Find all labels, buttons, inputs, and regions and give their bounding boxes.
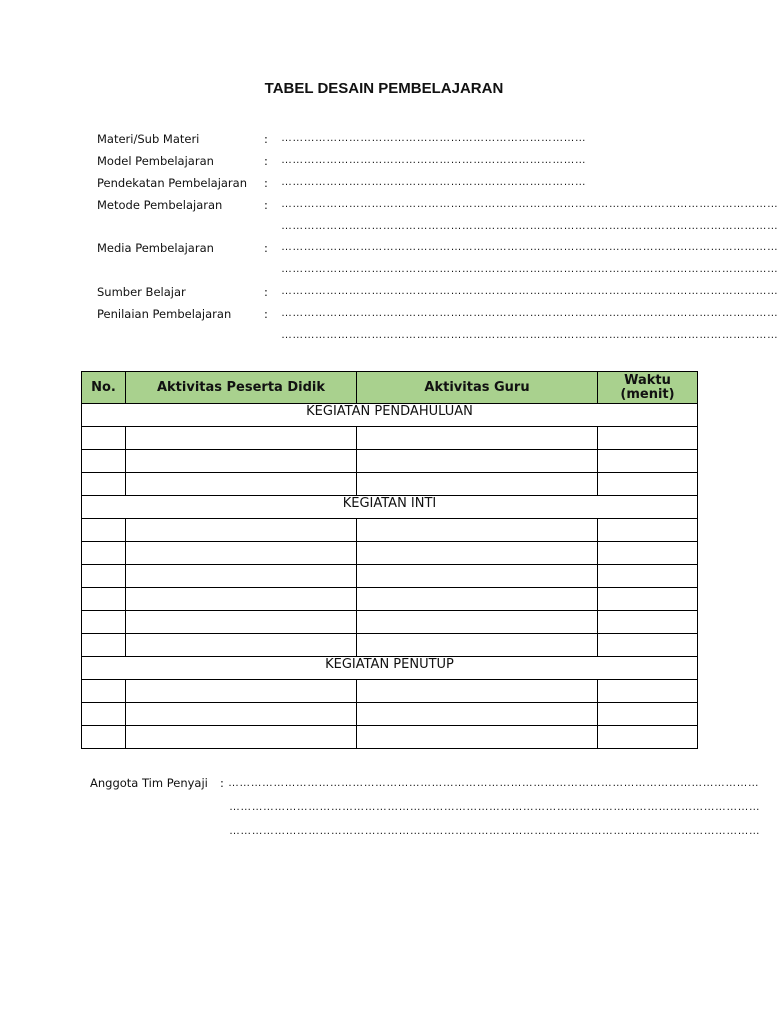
- cell-student-activity[interactable]: [126, 634, 357, 657]
- cell-student-activity[interactable]: [126, 726, 357, 749]
- cell-time[interactable]: [598, 542, 698, 565]
- cell-time[interactable]: [598, 588, 698, 611]
- table-row: [82, 588, 698, 611]
- field-colon: :: [264, 307, 268, 321]
- cell-student-activity[interactable]: [126, 703, 357, 726]
- section-closing-label: KEGIATAN PENUTUP: [82, 657, 698, 680]
- fill-in-dots[interactable]: ……………………………………………………………………………………………………………………: [281, 241, 778, 253]
- field-colon: :: [264, 198, 268, 212]
- fill-in-dots-continued[interactable]: ……………………………………………………………………………………………………………………: [281, 220, 778, 232]
- header-teacher-activity: Aktivitas Guru: [357, 372, 598, 404]
- header-time-line1: Waktu: [624, 372, 671, 388]
- cell-no[interactable]: [82, 542, 126, 565]
- fill-in-dots[interactable]: ……………………………………………………………………………………………………………………: [281, 307, 778, 319]
- cell-no[interactable]: [82, 450, 126, 473]
- field-label: Media Pembelajaran: [97, 241, 214, 255]
- cell-teacher-activity[interactable]: [357, 634, 598, 657]
- cell-no[interactable]: [82, 565, 126, 588]
- table-row: [82, 542, 698, 565]
- cell-student-activity[interactable]: [126, 588, 357, 611]
- cell-student-activity[interactable]: [126, 450, 357, 473]
- fill-in-dots-continued[interactable]: ……………………………………………………………………………………………………………………: [281, 263, 778, 275]
- table-row: [82, 427, 698, 450]
- fill-in-dots[interactable]: ………………………………………………………………………: [281, 176, 587, 188]
- header-time-line2: (menit): [620, 386, 675, 402]
- cell-student-activity[interactable]: [126, 680, 357, 703]
- field-colon: :: [264, 154, 268, 168]
- cell-time[interactable]: [598, 634, 698, 657]
- page-title: TABEL DESAIN PEMBELAJARAN: [264, 80, 504, 97]
- section-core-label: KEGIATAN INTI: [82, 496, 698, 519]
- cell-student-activity[interactable]: [126, 519, 357, 542]
- cell-no[interactable]: [82, 634, 126, 657]
- cell-teacher-activity[interactable]: [357, 726, 598, 749]
- field-label: Penilaian Pembelajaran: [97, 307, 232, 321]
- cell-no[interactable]: [82, 680, 126, 703]
- cell-time[interactable]: [598, 703, 698, 726]
- section-opening-label: KEGIATAN PENDAHULUAN: [82, 404, 698, 427]
- cell-teacher-activity[interactable]: [357, 611, 598, 634]
- cell-teacher-activity[interactable]: [357, 450, 598, 473]
- cell-teacher-activity[interactable]: [357, 680, 598, 703]
- section-row-core: [82, 496, 698, 519]
- field-colon: :: [264, 285, 268, 299]
- cell-no[interactable]: [82, 519, 126, 542]
- field-label: Metode Pembelajaran: [97, 198, 223, 212]
- table-row: [82, 450, 698, 473]
- table-row: [82, 726, 698, 749]
- fill-in-dots[interactable]: ………………………………………………………………………: [281, 154, 587, 166]
- field-label: Pendekatan Pembelajaran: [97, 176, 247, 190]
- cell-no[interactable]: [82, 611, 126, 634]
- cell-student-activity[interactable]: [126, 427, 357, 450]
- cell-no[interactable]: [82, 427, 126, 450]
- field-colon: :: [264, 176, 268, 190]
- cell-teacher-activity[interactable]: [357, 565, 598, 588]
- fill-in-dots-continued[interactable]: ……………………………………………………………………………………………………………………: [281, 329, 778, 341]
- team-members-label: Anggota Tim Penyaji: [90, 776, 208, 790]
- cell-student-activity[interactable]: [126, 611, 357, 634]
- header-no: No.: [82, 372, 126, 404]
- table-row: [82, 634, 698, 657]
- table-row: [82, 565, 698, 588]
- field-colon: :: [264, 241, 268, 255]
- field-label: Sumber Belajar: [97, 285, 186, 299]
- cell-teacher-activity[interactable]: [357, 703, 598, 726]
- cell-teacher-activity[interactable]: [357, 588, 598, 611]
- cell-time[interactable]: [598, 450, 698, 473]
- team-members-colon: :: [220, 776, 224, 790]
- header-student-activity: Aktivitas Peserta Didik: [126, 372, 357, 404]
- cell-time[interactable]: [598, 680, 698, 703]
- table-header-row: [82, 372, 698, 404]
- cell-no[interactable]: [82, 473, 126, 496]
- cell-teacher-activity[interactable]: [357, 519, 598, 542]
- cell-student-activity[interactable]: [126, 565, 357, 588]
- cell-teacher-activity[interactable]: [357, 473, 598, 496]
- learning-design-table: [81, 371, 698, 749]
- cell-student-activity[interactable]: [126, 542, 357, 565]
- fill-in-dots[interactable]: ……………………………………………………………………………………………………………………: [281, 285, 778, 297]
- team-members-dots[interactable]: ……………………………………………………………………………………………………………………………: [228, 777, 760, 789]
- team-members-dots-continued[interactable]: ……………………………………………………………………………………………………………………………: [229, 801, 761, 813]
- cell-no[interactable]: [82, 726, 126, 749]
- fill-in-dots[interactable]: ……………………………………………………………………………………………………………………: [281, 198, 778, 210]
- field-label: Materi/Sub Materi: [97, 132, 200, 146]
- cell-time[interactable]: [598, 565, 698, 588]
- cell-time[interactable]: [598, 473, 698, 496]
- cell-teacher-activity[interactable]: [357, 542, 598, 565]
- cell-teacher-activity[interactable]: [357, 427, 598, 450]
- table-row: [82, 703, 698, 726]
- cell-student-activity[interactable]: [126, 473, 357, 496]
- table-row: [82, 611, 698, 634]
- cell-time[interactable]: [598, 519, 698, 542]
- table-row: [82, 680, 698, 703]
- field-label: Model Pembelajaran: [97, 154, 214, 168]
- fill-in-dots[interactable]: ………………………………………………………………………: [281, 132, 587, 144]
- table-row: [82, 519, 698, 542]
- section-row-opening: [82, 404, 698, 427]
- cell-time[interactable]: [598, 726, 698, 749]
- header-time: [598, 372, 698, 404]
- cell-no[interactable]: [82, 588, 126, 611]
- field-colon: :: [264, 132, 268, 146]
- team-members-dots-continued[interactable]: ……………………………………………………………………………………………………………………………: [229, 825, 761, 837]
- cell-time[interactable]: [598, 611, 698, 634]
- table-row: [82, 473, 698, 496]
- cell-no[interactable]: [82, 703, 126, 726]
- cell-time[interactable]: [598, 427, 698, 450]
- section-row-closing: [82, 657, 698, 680]
